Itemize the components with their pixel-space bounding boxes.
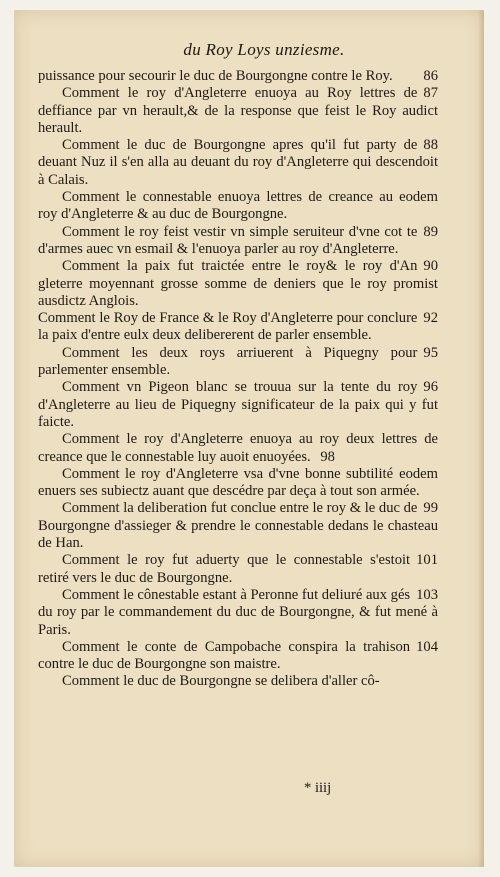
toc-entry xyxy=(38,137,438,189)
entry-page-number: 88 xyxy=(423,137,438,154)
running-head: du Roy Loys unziesme. xyxy=(183,40,345,59)
entry-text: puissance pour secourir le duc de Bourgongne contre le Roy. xyxy=(38,68,393,84)
entry-text: Comment vn Pigeon blanc se trouua sur la tente du roy d'Angleterre au lieu de Piquegny significateur de la paix qui y fut faicte. xyxy=(38,379,438,430)
entry-page-number: eodem xyxy=(399,465,438,482)
toc-entry xyxy=(38,68,438,85)
toc-entry xyxy=(38,466,438,501)
entry-text: Comment le duc de Bourgongne apres qu'il fut party de deuant Nuz il s'en alla au deuant du roy d'Angleterre qui descendoit à Calais. xyxy=(38,137,438,188)
entry-page-number: 90 xyxy=(423,258,438,275)
entry-page-number: 86 xyxy=(423,68,438,84)
toc-entry xyxy=(38,673,438,690)
entry-page-number: 87 xyxy=(423,85,438,102)
entry-page-number: 92 xyxy=(423,310,438,327)
entry-text: Comment le cônestable estant à Peronne fut deliuré aux gés du roy par le commandement du duc de Bourgongne, & fut mené à Paris. xyxy=(38,586,438,638)
entry-text: Comment le roy d'Angleterre enuoya au Roy lettres de deffiance par vn herault,& de la response que feist le Roy audict herault. xyxy=(38,85,438,136)
toc-entry xyxy=(38,224,438,259)
toc-entry xyxy=(38,587,438,639)
toc-entry xyxy=(38,552,438,587)
table-of-contents xyxy=(38,68,438,691)
book-page xyxy=(14,10,484,867)
toc-entry xyxy=(38,500,438,552)
toc-entry xyxy=(38,85,438,137)
entry-page-number: 96 xyxy=(423,379,438,396)
entry-text: Comment le connestable enuoya lettres de creance au roy d'Angleterre & au duc de Bourgongne. xyxy=(38,189,394,223)
entry-text: Comment le roy feist vestir vn simple seruiteur d'vne cot te d'armes auec vn esmail & l'enuoya parler au roy d'Angleterre. xyxy=(38,223,418,257)
entry-text: Comment le Roy de France & le Roy d'Angleterre pour conclure la paix d'entre eulx deux delibererent de parler ensemble. xyxy=(38,310,418,344)
entry-text: Comment la deliberation fut conclue entre le roy & le duc de Bourgongne d'assieger & prendre le connestable dedans le chasteau de Han. xyxy=(38,500,438,552)
entry-page-number: 95 xyxy=(423,344,438,361)
entry-text: Comment le roy fut aduerty que le connestable s'estoit retiré vers le duc de Bourgongne. xyxy=(38,552,411,586)
entry-text: Comment la paix fut traictée entre le roy& le roy d'An gleterre moyennant grosse somme de deniers que le roy promist ausdictz Anglois. xyxy=(38,258,438,309)
entry-text: Comment le conte de Campobache conspira la trahison contre le duc de Bourgongne son maistre. xyxy=(38,638,411,673)
toc-entry xyxy=(38,258,438,310)
entry-page-number: 89 xyxy=(423,223,438,240)
entry-page-number: eodem xyxy=(399,189,438,206)
entry-text: Comment le roy d'Angleterre vsa d'vne bonne subtilité enuers ses subiectz auant que descédre par deça à tout son armée. xyxy=(38,465,420,500)
toc-entry xyxy=(38,431,438,466)
entry-page-number: 101 xyxy=(416,552,438,569)
entry-page-number: 103 xyxy=(416,586,438,603)
entry-text: Comment le duc de Bourgongne se delibera d'aller cô- xyxy=(62,673,380,690)
entry-page-number: 104 xyxy=(416,638,438,655)
entry-page-number: 99 xyxy=(423,500,438,517)
toc-entry xyxy=(38,310,438,345)
entry-text: Comment le roy d'Angleterre enuoya au roy deux lettres de creance que le connestable luy auoit enuoyées. xyxy=(38,431,438,465)
entry-text: Comment les deux roys arriuerent à Piquegny pour parlementer ensemble. xyxy=(38,344,418,379)
toc-entry xyxy=(38,189,438,224)
toc-entry xyxy=(38,345,438,380)
toc-entry xyxy=(38,379,438,431)
toc-entry xyxy=(38,639,438,674)
entry-page-number: 98 xyxy=(316,448,335,465)
signature-mark: * iiij xyxy=(304,780,332,796)
